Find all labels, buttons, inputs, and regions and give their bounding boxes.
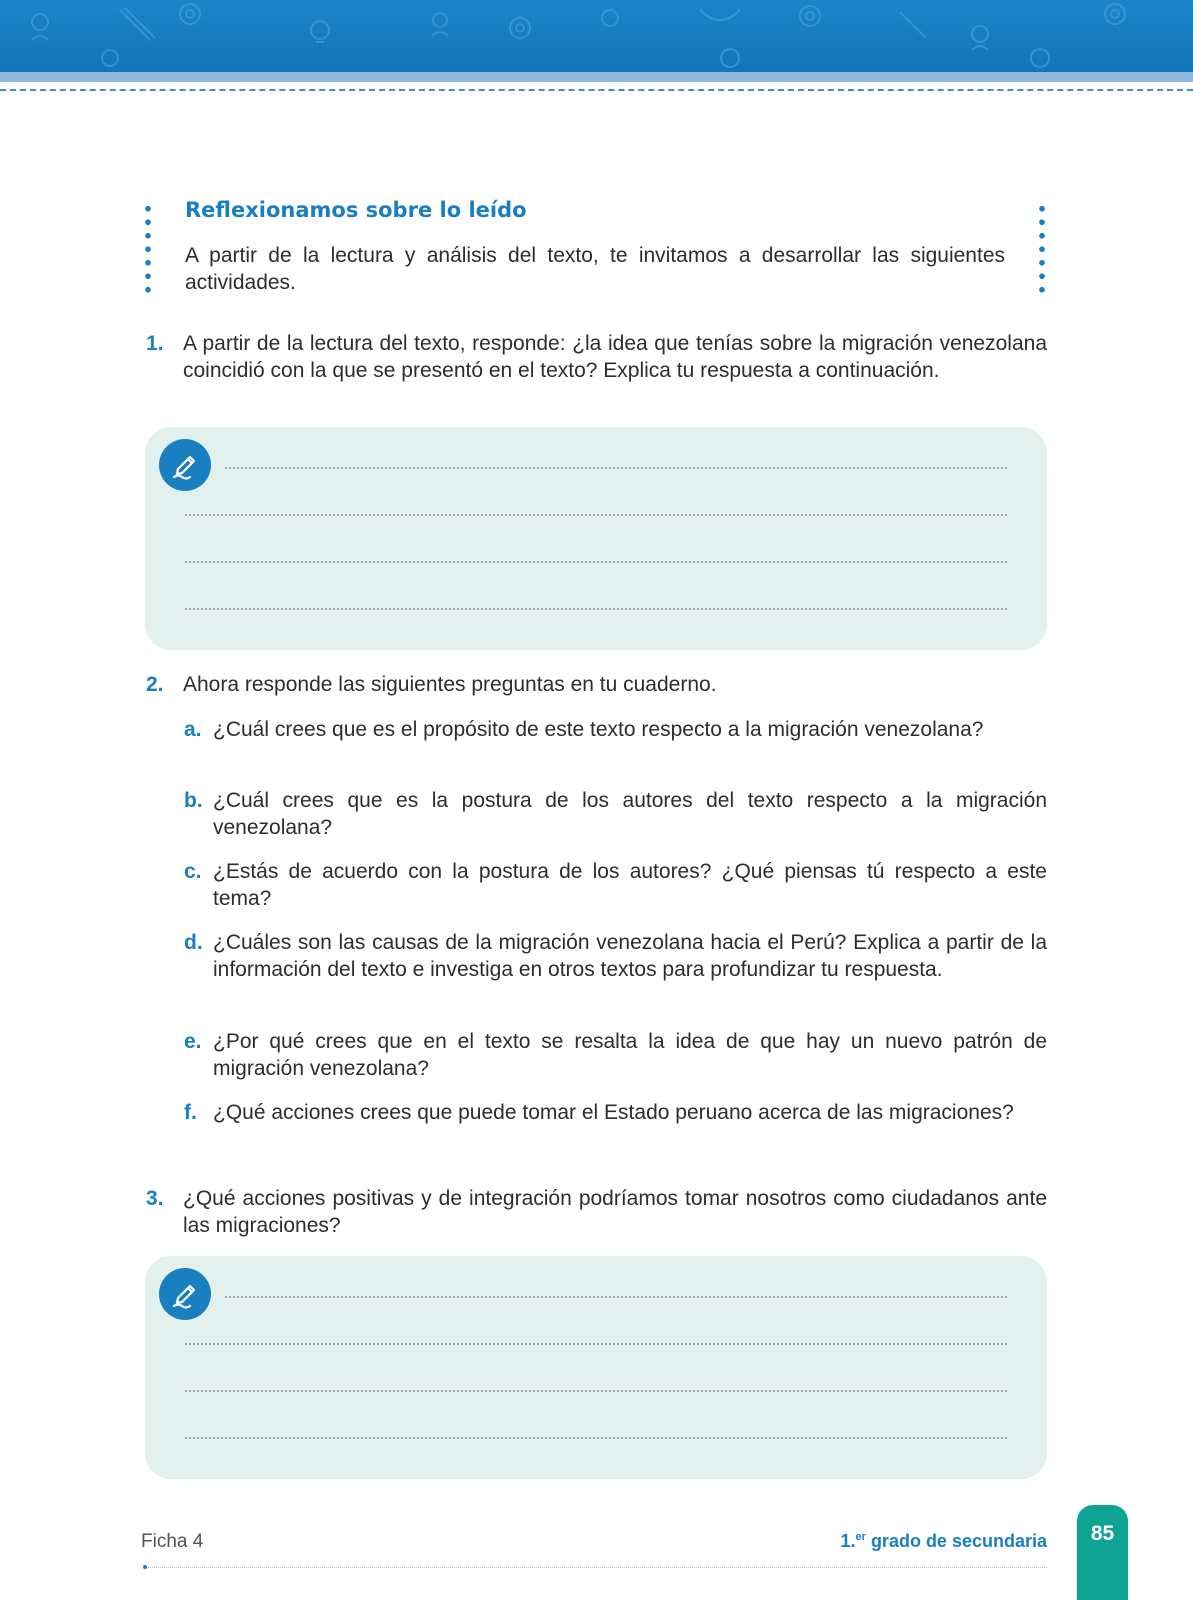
- subquestion-letter: d.: [184, 931, 203, 954]
- subquestion-letter: f.: [184, 1101, 197, 1124]
- page-number: 85: [1090, 1522, 1115, 1545]
- answer-line[interactable]: [185, 561, 1007, 563]
- subquestion-letter: b.: [184, 789, 203, 812]
- answer-line[interactable]: [185, 1437, 1007, 1439]
- intro-text: A partir de la lectura y análisis del texto, te invitamos a desarrollar las siguientes actividades.: [185, 244, 1005, 294]
- footer-dot: [143, 1565, 147, 1569]
- section-title: Reflexionamos sobre lo leído: [185, 198, 527, 222]
- footer-worksheet-label: Ficha 4: [141, 1531, 204, 1552]
- pencil-icon: [159, 1268, 211, 1320]
- question-text: A partir de la lectura del texto, responde: ¿la idea que tenías sobre la migración venezolana coincidió con la que se presentó en el texto? Explica tu respuesta a continuación.: [183, 332, 1047, 382]
- grade-superscript: er: [855, 1531, 866, 1543]
- subquestion-c: [184, 858, 1047, 912]
- intro-section: [145, 198, 1045, 302]
- subquestion-text: ¿Cuál crees que es la postura de los autores del texto respecto a la migración venezolana?: [213, 789, 1047, 839]
- answer-line[interactable]: [185, 608, 1007, 610]
- question-3: [146, 1185, 1047, 1239]
- subquestion-text: ¿Cuál crees que es el propósito de este texto respecto a la migración venezolana?: [213, 718, 984, 741]
- question-1: [146, 330, 1047, 384]
- question-number: 3.: [146, 1187, 164, 1210]
- dotted-border-right: [1039, 202, 1045, 298]
- subquestion-text: ¿Estás de acuerdo con la postura de los autores? ¿Qué piensas tú respecto a este tema?: [213, 860, 1047, 910]
- answer-line[interactable]: [225, 1296, 1007, 1298]
- question-2: [146, 671, 1047, 698]
- banner-doodles: [0, 0, 1193, 72]
- subquestion-a: [184, 716, 1047, 743]
- subquestion-letter: c.: [184, 860, 202, 883]
- footer-divider: [144, 1567, 1047, 1568]
- answer-line[interactable]: [185, 1390, 1007, 1392]
- header-banner: [0, 0, 1193, 72]
- pencil-icon: [159, 439, 211, 491]
- question-text: Ahora responde las siguientes preguntas en tu cuaderno.: [183, 673, 717, 696]
- answer-line[interactable]: [185, 514, 1007, 516]
- banner-stripe: [0, 72, 1193, 82]
- page-number-tab: [1077, 1505, 1128, 1600]
- answer-line[interactable]: [185, 1343, 1007, 1345]
- subquestion-e: [184, 1028, 1047, 1082]
- subquestion-letter: e.: [184, 1030, 202, 1053]
- grade-text: grado de secundaria: [865, 1531, 1047, 1551]
- subquestion-b: [184, 787, 1047, 841]
- subquestion-text: ¿Cuáles son las causas de la migración venezolana hacia el Perú? Explica a partir de la información del texto e investiga en otros textos para profundizar tu respuesta.: [213, 931, 1047, 981]
- subquestion-text: ¿Qué acciones crees que puede tomar el Estado peruano acerca de las migraciones?: [213, 1101, 1014, 1124]
- question-text: ¿Qué acciones positivas y de integración podríamos tomar nosotros como ciudadanos ante las migraciones?: [183, 1187, 1047, 1237]
- footer-grade: [810, 1531, 1047, 1552]
- answer-box-1[interactable]: [145, 427, 1047, 650]
- subquestion-text: ¿Por qué crees que en el texto se resalta la idea de que hay un nuevo patrón de migración venezolana?: [213, 1030, 1047, 1080]
- answer-box-3[interactable]: [145, 1256, 1047, 1479]
- subquestion-f: [184, 1099, 1047, 1126]
- subquestion-letter: a.: [184, 718, 202, 741]
- question-number: 2.: [146, 673, 164, 696]
- subquestion-d: [184, 929, 1047, 983]
- answer-line[interactable]: [225, 467, 1007, 469]
- banner-dashed-divider: [0, 89, 1193, 91]
- dotted-border-left: [145, 202, 151, 298]
- question-number: 1.: [146, 332, 164, 355]
- grade-number: 1.: [840, 1531, 856, 1551]
